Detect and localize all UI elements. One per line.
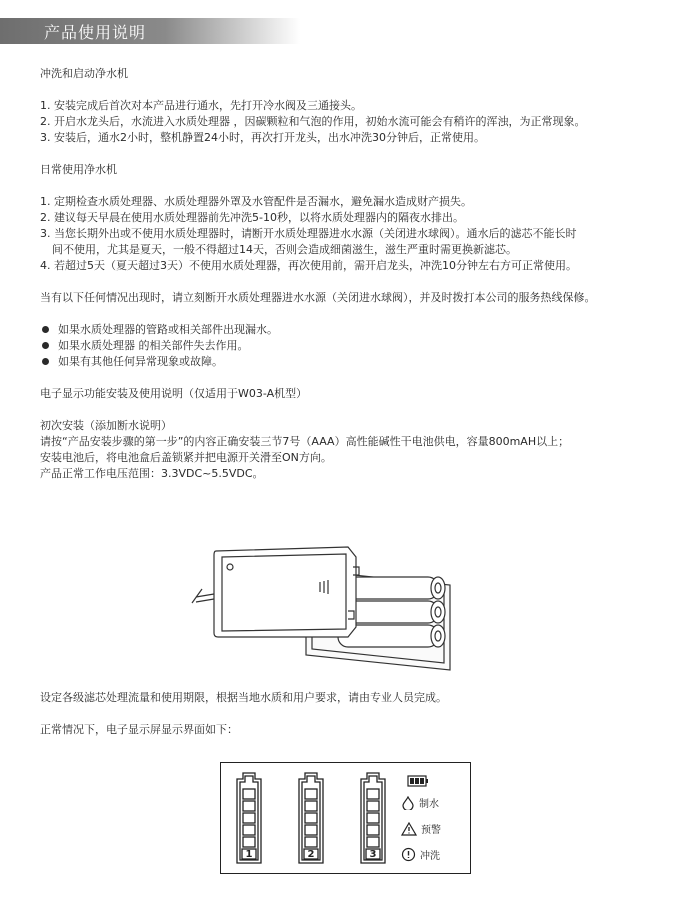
daily-step-2: 2. 建议每天早晨在使用水质处理器前先冲洗5-10秒，以将水质处理器内的隔夜水排出。 bbox=[40, 211, 464, 224]
bullet-item-leak: 如果水质处理器的管路或相关部件出现漏水。 bbox=[40, 322, 670, 338]
flush-label: 冲洗 bbox=[420, 851, 440, 862]
instructions-content bbox=[40, 66, 670, 482]
display-intro: 正常情况下，电子显示屏显示界面如下： bbox=[40, 723, 238, 736]
daily-step-3-cont: 间不使用，尤其是夏天，一般不得超过14天，否则会造成细菌滋生，滋生严重时需更换新滤芯。 bbox=[52, 243, 517, 256]
install-line-2: 安装电池后，将电池盒后盖锁紧并把电源开关滑至ON方向。 bbox=[40, 451, 332, 464]
water-drop-icon bbox=[401, 796, 415, 810]
page-title-bar bbox=[0, 18, 300, 44]
install-line-1: 请按“产品安装步骤的第一步”的内容正确安装三节7号（AAA）高性能碱性干电池供电，容量800mAH以上； bbox=[40, 435, 570, 448]
page-title: 产品使用说明 bbox=[44, 23, 147, 42]
warning-icon bbox=[401, 822, 417, 836]
make-water-label: 制水 bbox=[419, 799, 439, 810]
daily-step-1: 1. 定期检查水质处理器、水质处理器外罩及水管配件是否漏水，避免漏水造成财产损失。 bbox=[40, 195, 472, 208]
make-water-indicator bbox=[401, 795, 439, 810]
alarm-indicator bbox=[401, 821, 441, 836]
daily-step-4: 4. 若超过5天（夏天超过3天）不使用水质处理器，再次使用前，需开启龙头，冲洗10分钟左右方可正常使用。 bbox=[40, 259, 577, 272]
daily-step-3: 3. 当您长期外出或不使用水质处理器时，请断开水质处理器进水水源（关闭进水球阀）。通水后的滤芯不能长时 bbox=[40, 227, 577, 240]
battery-level-icon bbox=[407, 775, 429, 787]
filter-2-label: 2 bbox=[307, 849, 315, 860]
first-install-heading: 初次安装（添加断水说明） bbox=[40, 419, 172, 432]
filter-3-label: 3 bbox=[369, 849, 377, 860]
section-heading-flush: 冲洗和启动净水机 bbox=[40, 67, 128, 80]
filter-indicators bbox=[227, 765, 397, 873]
display-panel bbox=[220, 762, 471, 874]
alarm-label: 预警 bbox=[421, 825, 441, 836]
flush-step-2: 2. 开启水龙头后，水流进入水质处理器 ，因碳颗粒和气泡的作用，初始水流可能会有稍许的浑浊，为正常现象。 bbox=[40, 115, 586, 128]
section-heading-daily: 日常使用净水机 bbox=[40, 163, 117, 176]
install-line-3: 产品正常工作电压范围：3.3VDC~5.5VDC。 bbox=[40, 467, 264, 480]
info-circle-icon bbox=[401, 847, 416, 862]
post-figure-text bbox=[40, 690, 670, 738]
bullet-item-abnormal: 如果有其他任何异常现象或故障。 bbox=[40, 354, 670, 370]
flush-step-3: 3. 安装后，通水2小时，整机静置24小时，再次打开龙头，出水冲洗30分钟后，正常使用。 bbox=[40, 131, 485, 144]
notice-text: 当有以下任何情况出现时，请立刻断开水质处理器进水水源（关闭进水球阀），并及时拨打本公司的服务热线保修。 bbox=[40, 291, 596, 304]
filter-1-label: 1 bbox=[245, 849, 253, 860]
flush-step-1: 1. 安装完成后首次对本产品进行通水，先打开冷水阀及三通接头。 bbox=[40, 99, 362, 112]
config-note: 设定各级滤芯处理流量和使用期限，根据当地水质和用户要求，请由专业人员完成。 bbox=[40, 691, 447, 704]
battery-box-illustration bbox=[188, 537, 468, 677]
section-heading-display: 电子显示功能安装及使用说明（仅适用于W03-A机型） bbox=[40, 387, 308, 400]
flush-indicator bbox=[401, 847, 440, 862]
bullet-item-failure: 如果水质处理器 的相关部件失去作用。 bbox=[40, 338, 670, 354]
